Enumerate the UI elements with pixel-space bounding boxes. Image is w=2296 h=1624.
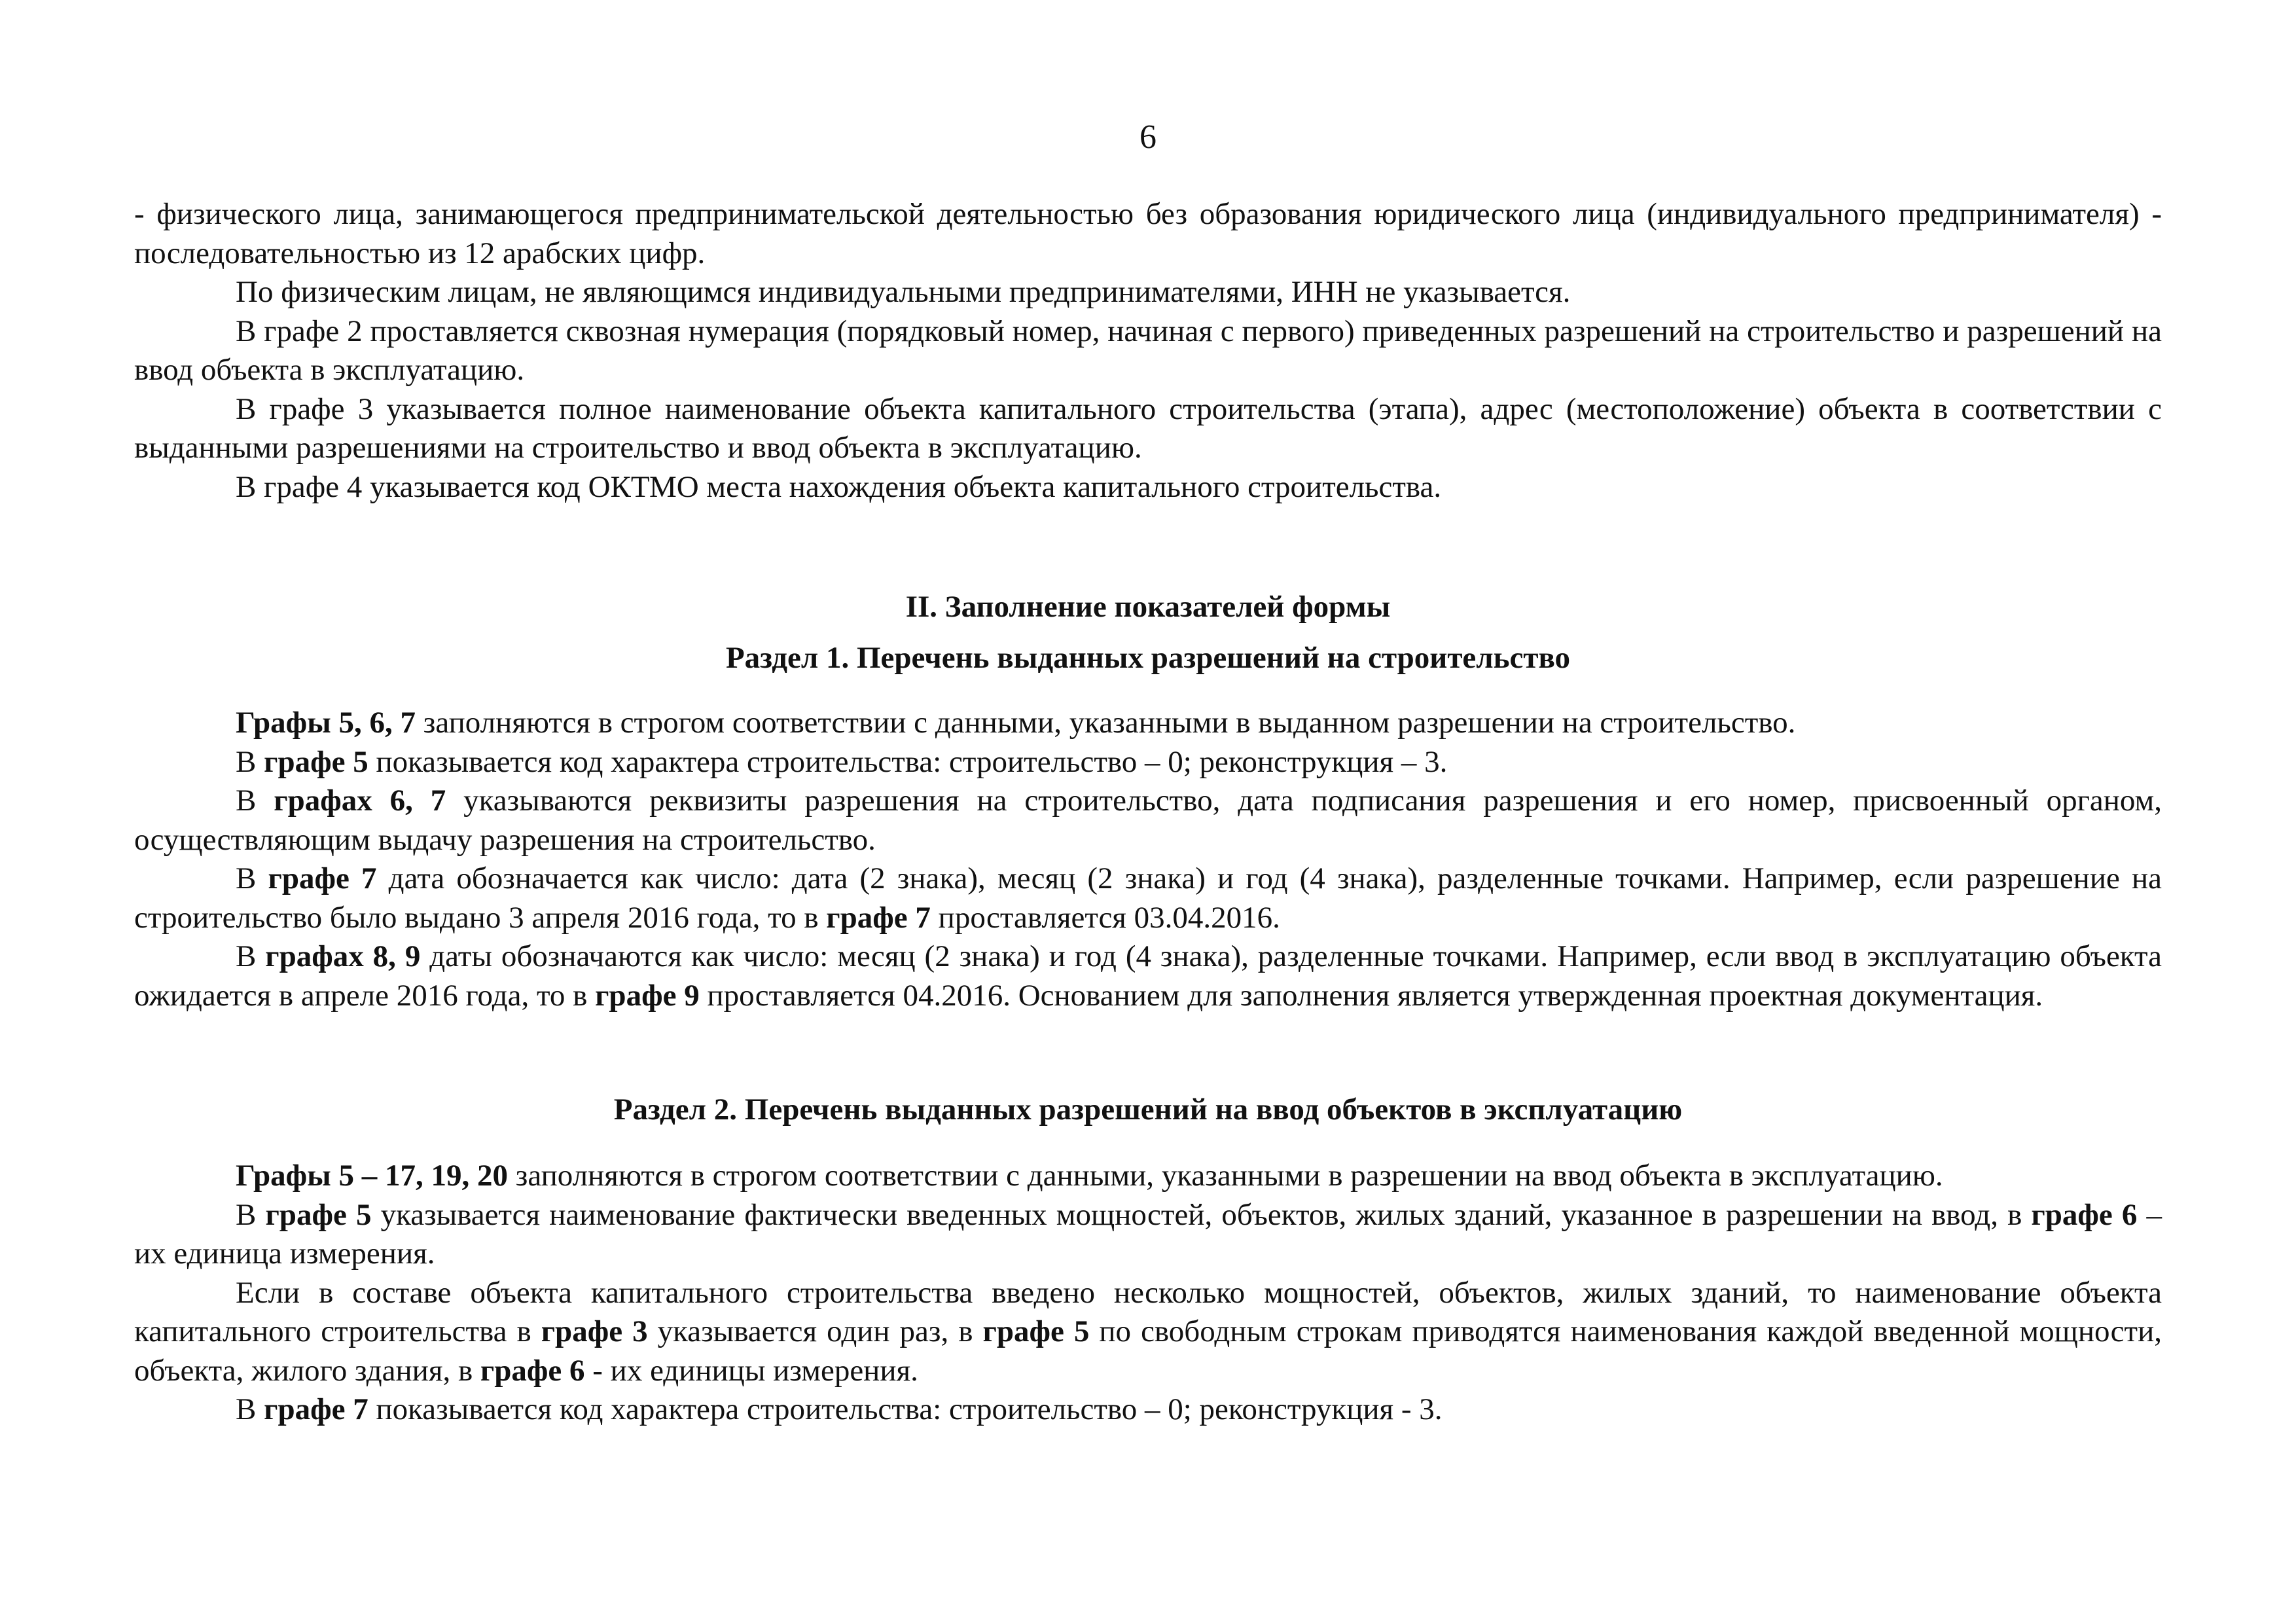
text-run: указываются реквизиты разрешения на строительство, дата подписания разрешения и его номер, присвоенный органом, осуществляющим выдачу разрешения на строительство. xyxy=(134,784,2162,857)
text-run: В xyxy=(236,744,264,779)
bold-term: графах 6, 7 xyxy=(274,784,446,818)
intro-paragraph-column-3: В графе 3 указывается полное наименование объекта капитального строительства (этапа), адрес (местоположение) объекта в соответствии с выданными разрешениями на строительство и ввод объекта в эксплуатацию. xyxy=(134,391,2162,465)
section1-paragraph-column-5 xyxy=(134,743,2162,782)
text-run: В xyxy=(236,1392,264,1426)
section1-paragraph-columns-5-7 xyxy=(134,704,2162,743)
text-run: заполняются в строгом соответствии с данными, указанными в разрешении на ввод объекта в эксплуатацию. xyxy=(508,1159,1943,1193)
section2-heading: Раздел 2. Перечень выданных разрешений на ввод объектов в эксплуатацию xyxy=(613,1092,1683,1127)
text-run: указывается наименование фактически введенных мощностей, объектов, жилых зданий, указанное в разрешении на ввод, в xyxy=(371,1197,2032,1232)
text-run: В xyxy=(236,861,268,895)
bold-term: графе 9 xyxy=(595,978,700,1013)
intro-paragraph-column-4: В графе 4 указывается код ОКТМО места нахождения объекта капитального строительства. xyxy=(236,469,1442,504)
section1-paragraph-column-7 xyxy=(134,859,2162,937)
section2-paragraph-columns-5-20 xyxy=(134,1157,2162,1196)
page-number: 6 xyxy=(1139,118,1157,156)
text-run: проставляется 03.04.2016. xyxy=(930,900,1280,935)
bold-term: графе 6 xyxy=(480,1353,585,1388)
bold-term: графе 5 xyxy=(264,744,368,779)
text-run: Если в составе объекта капитального строительства введено несколько мощностей, объектов, жилых зданий, то наименование объекта капитального строительства в xyxy=(134,1275,2162,1348)
section2-paragraph-columns-5-6 xyxy=(134,1196,2162,1274)
text-run: дата обозначается как число: дата (2 знака), месяц (2 знака) и год (4 знака), разделенные точками. Например, если разрешение на строительство было выдано 3 апреля 2016 года, то в xyxy=(134,861,2162,935)
bold-term: графе 6 xyxy=(2031,1197,2138,1232)
text-run: В xyxy=(236,939,266,973)
intro-paragraph-individuals: По физическим лицам, не являющимся индивидуальными предпринимателями, ИНН не указывается. xyxy=(236,275,1571,309)
intro-paragraph-entrepreneur: - физического лица, занимающегося предпринимательской деятельностью без образования юридического лица (индивидуального предпринимателя) - последовательностью из 12 арабских цифр. xyxy=(134,197,2162,270)
text-run: показывается код характера строительства: строительство – 0; реконструкция - 3. xyxy=(368,1392,1443,1426)
section-ii-heading: II. Заполнение показателей формы xyxy=(905,590,1391,624)
bold-term: графе 7 xyxy=(826,900,931,935)
text-run: показывается код характера строительства: строительство – 0; реконструкция – 3. xyxy=(368,744,1448,779)
text-run: по свободным строкам приводятся наименования каждой введенной мощности, объекта, жилого здания, в xyxy=(134,1314,2162,1388)
section2-paragraph-multiple-capacities xyxy=(134,1274,2162,1391)
text-run: указывается один раз, в xyxy=(647,1314,983,1348)
bold-term: графе 7 xyxy=(264,1392,368,1426)
intro-paragraph-column-2: В графе 2 проставляется сквозная нумерация (порядковый номер, начиная с первого) приведенных разрешений на строительство и разрешений на ввод объекта в эксплуатацию. xyxy=(134,314,2162,387)
text-run: даты обозначаются как число: месяц (2 знака) и год (4 знака), разделенные точками. Например, если ввод в эксплуатацию объекта ожидается в апреле 2016 года, то в xyxy=(134,939,2162,1013)
intro-block xyxy=(134,195,2162,507)
bold-term: графе 7 xyxy=(268,861,377,895)
text-run: В xyxy=(236,784,274,818)
section1-body xyxy=(134,704,2162,1015)
section2-body xyxy=(134,1157,2162,1430)
text-run: заполняются в строгом соответствии с данными, указанными в выданном разрешении на строительство. xyxy=(416,706,1796,740)
bold-term: графе 3 xyxy=(541,1314,648,1348)
bold-term: графах 8, 9 xyxy=(265,939,421,973)
bold-term: Графы 5 – 17, 19, 20 xyxy=(236,1159,509,1193)
bold-term: графе 5 xyxy=(982,1314,1090,1348)
text-run: – их единица измерения. xyxy=(134,1197,2162,1271)
text-run: В xyxy=(236,1197,266,1232)
bold-term: Графы 5, 6, 7 xyxy=(236,706,416,740)
text-run: проставляется 04.2016. Основанием для заполнения является утвержденная проектная документация. xyxy=(699,978,2043,1013)
bold-term: графе 5 xyxy=(265,1197,372,1232)
text-run: - их единицы измерения. xyxy=(584,1353,918,1388)
section1-paragraph-columns-8-9 xyxy=(134,937,2162,1015)
section2-paragraph-column-7 xyxy=(134,1390,2162,1430)
section1-paragraph-columns-6-7 xyxy=(134,782,2162,859)
section1-heading: Раздел 1. Перечень выданных разрешений на строительство xyxy=(725,641,1571,675)
